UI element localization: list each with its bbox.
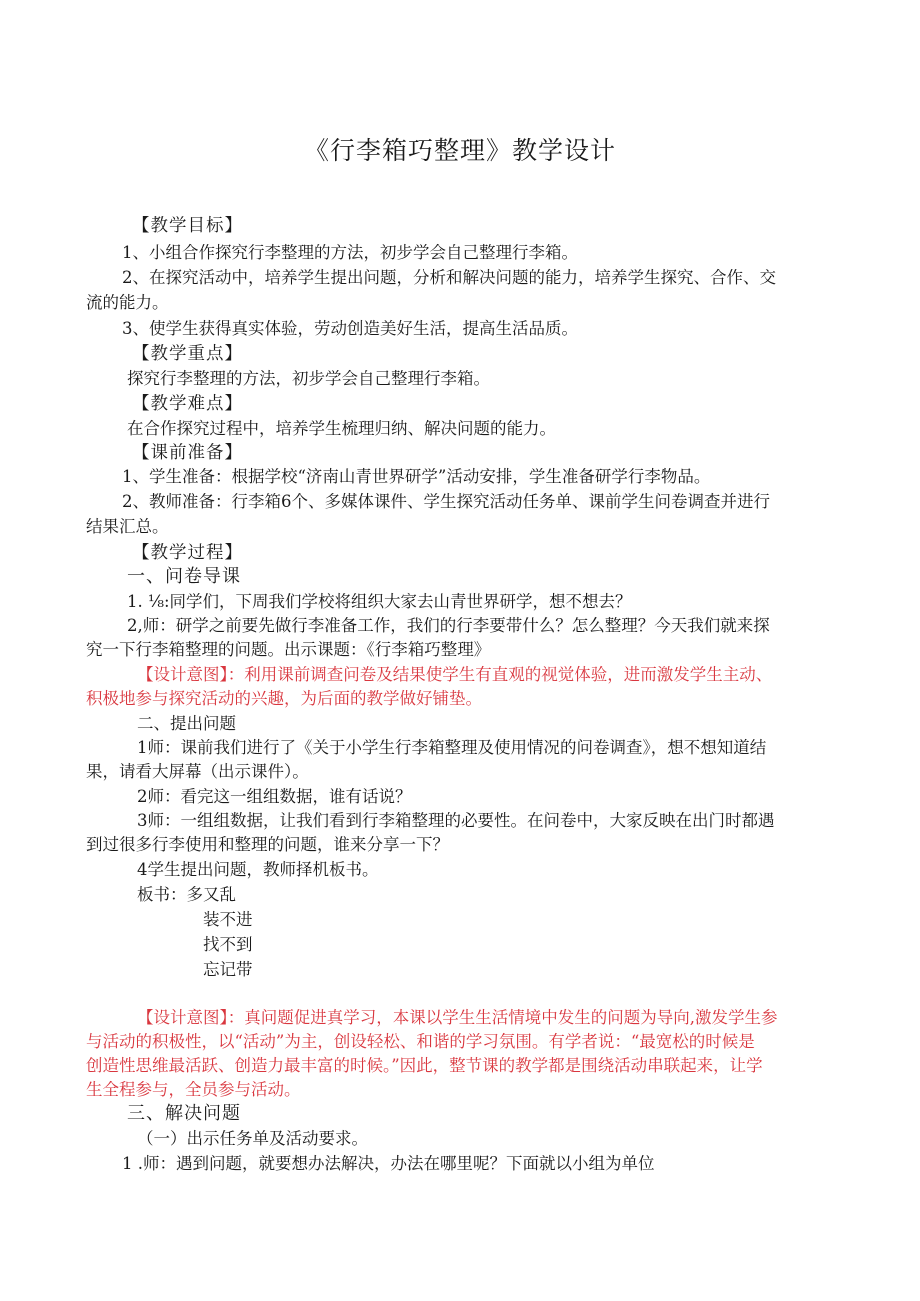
goal-item-2-line-1: 2、在探究活动中，培养学生提出问题，分析和解决问题的能力，培养学生探究、合作、交 (122, 268, 776, 287)
s1-design-intent-line-2: 积极地参与探究活动的兴趣，为后面的教学做好铺垫。 (86, 689, 482, 708)
heading-teaching-difficulty: 【教学难点】 (132, 394, 243, 414)
heading-teaching-goals: 【教学目标】 (132, 216, 243, 236)
s2-design-intent-line-3: 创造性思维最活跃、创造力最丰富的时候。”因此，整节课的教学都是围绕活动串联起来，让学 (86, 1056, 763, 1075)
s1-paragraph-1: 1. ⅛:同学们，下周我们学校将组织大家去山青世界研学，想不想去？ (127, 592, 632, 611)
goal-item-1: 1、小组合作探究行李整理的方法，初步学会自己整理行李箱。 (122, 243, 578, 262)
board-writing-item: 装不进 (203, 910, 253, 929)
board-writing-label: 板书：多又乱 (137, 885, 236, 904)
prep-item-1: 1、学生准备：根据学校“济南山青世界研学”活动安排，学生准备研学行李物品。 (122, 467, 711, 486)
s2-design-intent-line-2: 与活动的积极性，以“活动”为主，创设轻松、和谐的学习氛围。有学者说：“最宽松的时候是 (86, 1032, 755, 1051)
goal-item-3: 3、使学生获得真实体验，劳动创造美好生活，提高生活品质。 (122, 319, 578, 338)
s2-design-intent-line-1: 【设计意图】：真问题促进真学习，本课以学生生活情境中发生的问题为导向,激发学生参 (137, 1008, 778, 1027)
difficulty-text: 在合作探究过程中，培养学生梳理归纳、解决问题的能力。 (127, 419, 556, 438)
s2-paragraph-1-line-1: 1师：课前我们进行了《关于小学生行李箱整理及使用情况的问卷调查》，想不想知道结 (137, 738, 767, 757)
s2-paragraph-3-line-2: 到过很多行李使用和整理的问题，谁来分享一下？ (86, 835, 449, 854)
section-1-title: 一、问卷导课 (127, 566, 241, 587)
heading-preparation: 【课前准备】 (132, 443, 243, 463)
section-2-title: 二、提出问题 (137, 714, 236, 733)
s2-paragraph-1-line-2: 果，请看大屏幕（出示课件）。 (86, 762, 309, 781)
board-writing-item: 找不到 (203, 935, 253, 954)
s2-paragraph-2: 2师：看完这一组组数据，谁有话说？ (137, 787, 412, 806)
s1-design-intent-line-1: 【设计意图】：利用课前调查问卷及结果使学生有直观的视觉体验，进而激发学生主动、 (137, 665, 773, 684)
heading-teaching-focus: 【教学重点】 (132, 344, 243, 364)
s3-paragraph-1: 1 .师：遇到问题，就要想办法解决，办法在哪里呢？下面就以小组为单位 (122, 1154, 655, 1173)
goal-item-2-line-2: 流的能力。 (86, 293, 169, 312)
s1-paragraph-2-line-2: 究一下行李箱整理的问题。出示课题：《行李箱巧整理》 (86, 640, 491, 659)
focus-text: 探究行李整理的方法，初步学会自己整理行李箱。 (127, 369, 490, 388)
prep-item-2-line-1: 2、教师准备：行李箱6个、多媒体课件、学生探究活动任务单、课前学生问卷调查并进行 (122, 492, 770, 511)
s3-subheading-1: （一）出示任务单及活动要求。 (137, 1129, 368, 1148)
heading-teaching-process: 【教学过程】 (132, 543, 243, 563)
prep-item-2-line-2: 结果汇总。 (86, 517, 169, 536)
s2-paragraph-4: 4学生提出问题，教师择机板书。 (137, 860, 379, 879)
s1-paragraph-2-line-1: 2,师：研学之前要先做行李准备工作，我们的行李要带什么？怎么整理？今天我们就来探 (127, 616, 770, 635)
page-title: 《行李箱巧整理》教学设计 (303, 136, 616, 165)
s2-paragraph-3-line-1: 3师：一组组数据，让我们看到行李箱整理的必要性。在问卷中，大家反映在出门时都遇 (137, 811, 775, 830)
section-3-title: 三、解决问题 (127, 1103, 241, 1124)
s2-design-intent-line-4: 生全程参与，全员参与活动。 (86, 1080, 301, 1099)
board-writing-item: 忘记带 (203, 960, 253, 979)
